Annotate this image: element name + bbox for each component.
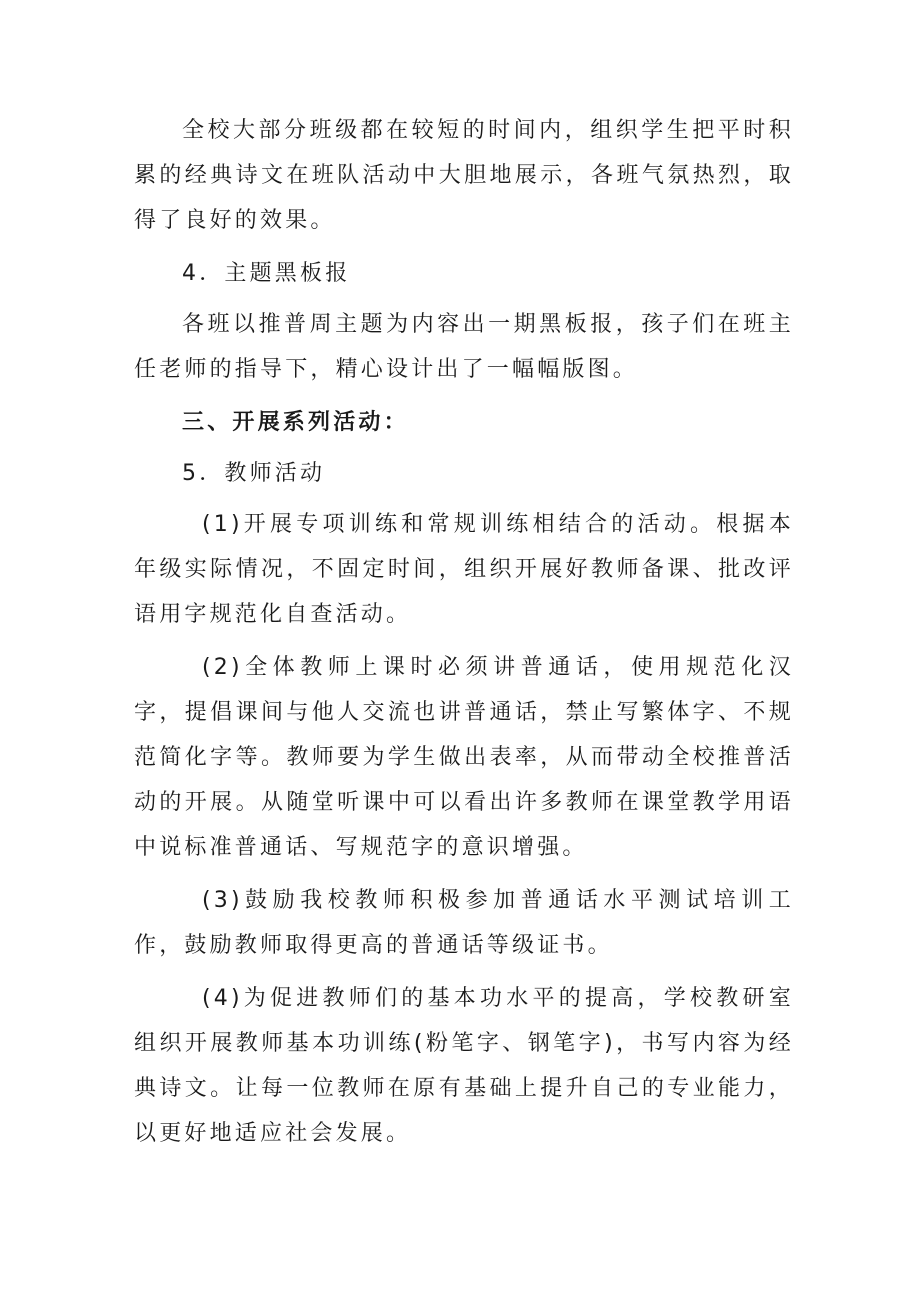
sub-item-2: (2)全体教师上课时必须讲普通话，使用规范化汉字，提倡课间与他人交流也讲普通话，禁止写繁体字、不规范简化字等。教师要为学生做出表率，从而带动全校推普活动的开展。从随堂听课中可以看出许多教师在课堂教学用语中说标准普通话、写规范字的意识增强。 xyxy=(134,655,794,860)
section-heading-activities: 三、开展系列活动： xyxy=(182,410,409,435)
item-blackboard-title: 4．主题黑板报 xyxy=(182,261,351,286)
sub-item-4: (4)为促进教师们的基本功水平的提高，学校教研室组织开展教师基本功训练(粉笔字、钢笔字)，书写内容为经典诗文。让每一位教师在原有基础上提升自己的专业能力，以更好地适应社会发展。 xyxy=(134,986,794,1146)
paragraph-poetry-display: 全校大部分班级都在较短的时间内，组织学生把平时积累的经典诗文在班队活动中大胆地展示，各班气氛热烈，取得了良好的效果。 xyxy=(134,118,794,233)
paragraph-blackboard: 各班以推普周主题为内容出一期黑板报，孩子们在班主任老师的指导下，精心设计出了一幅幅版图。 xyxy=(134,312,794,382)
sub-item-3: (3)鼓励我校教师积极参加普通话水平测试培训工作，鼓励教师取得更高的普通话等级证书。 xyxy=(134,888,794,958)
document-body xyxy=(134,108,794,1164)
sub-item-1: (1)开展专项训练和常规训练相结合的活动。根据本年级实际情况，不固定时间，组织开展好教师备课、批改评语用字规范化自查活动。 xyxy=(134,512,794,627)
item-teacher-activities-title: 5．教师活动 xyxy=(182,461,326,486)
